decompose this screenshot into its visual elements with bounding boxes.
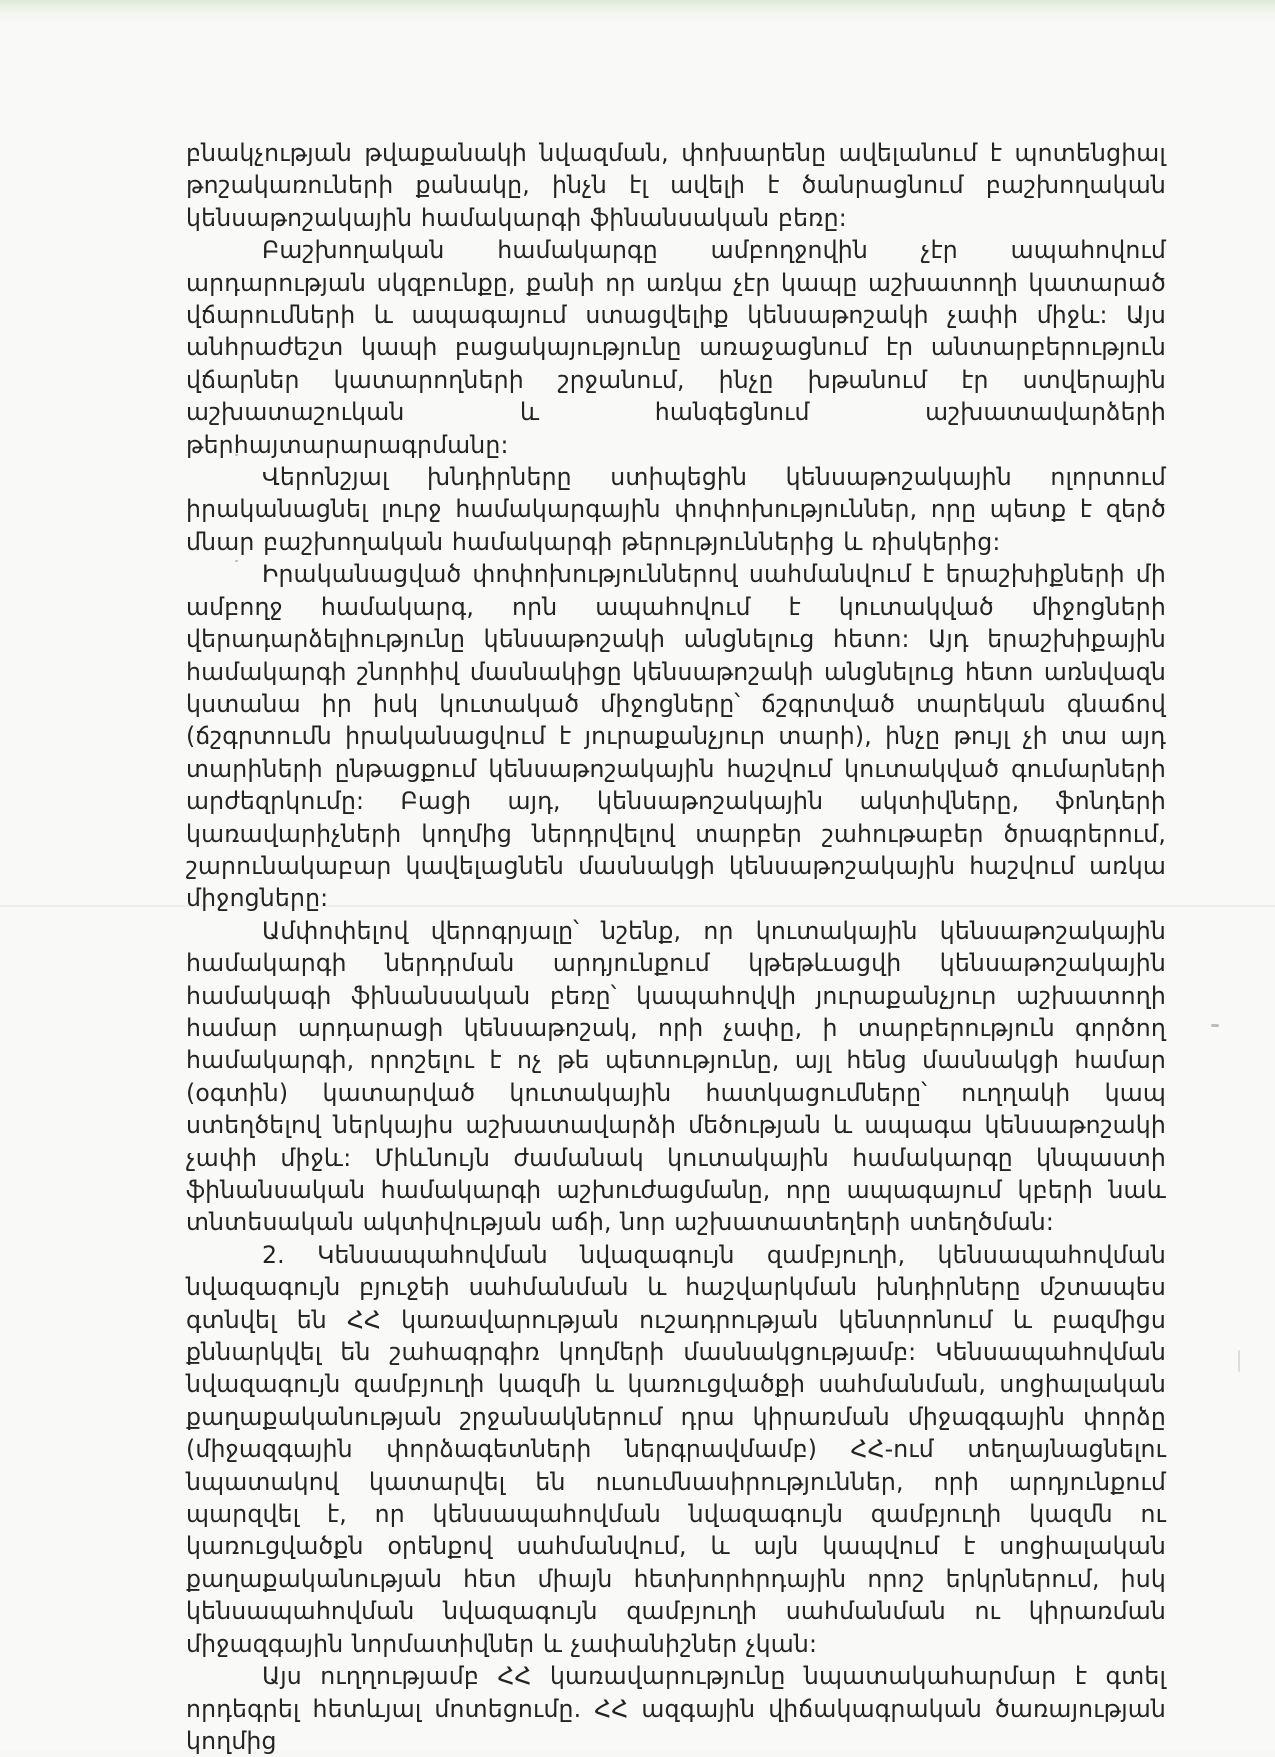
paragraph: Ամփոփելով վերոգրյալը՝ նշենք, որ կուտակային կենսաթոշակային համակարգի ներդրման արդյունքում կթեթևացվի կենսաթոշակային համակագի ֆինանսական բեռը՝ կապահովվի յուրաքանչյուր աշխատողի համար արդարացի կենսաթոշակ, որի չափը, ի տարբերություն գործող համակարգի, որոշելու է ոչ թե պետությունը, այլ հենց մասնակցի համար (օգտին) կատարված կուտակային հատկացումները՝ ուղղակի կապ ստեղծելով ներկայիս աշխատավարձի մեծության և ապագա կենսաթոշակի չափի միջև: Միևնույն ժամանակ կուտակային համակարգը կնպաստի ֆինանսական համակարգի աշխուժացմանը, որը ապագայում կբերի նաև տնտեսական ակտիվության աճի, նոր աշխատատեղերի ստեղծման: [186,916,1166,1237]
paragraph: Իրականացված փոփոխություններով սահմանվում է երաշխիքների մի ամբողջ համակարգ, որն ապահովում է կուտակված միջոցների վերադարձելիությունը կենսաթոշակի անցնելուց հետո: Այդ երաշխիքային համակարգի շնորհիվ մասնակիցը կենսաթոշակի անցնելուց հետո առնվազն կստանա իր իսկ կուտակած միջոցները՝ ճշգրտված տարեկան գնաճով (ճշգրտումն իրականացվում է յուրաքանչյուր տարի), ինչը թույլ չի տա այդ տարիների ընթացքում կենսաթոշակային հաշվում կուտակված գումարների արժեզրկումը: Բացի այդ, կենսաթոշակային ակտիվները, ֆոնդերի կառավարիչների կողմից ներդրվելով տարբեր շահութաբեր ծրագրերում, շարունակաբար կավելացնեն մասնակցի կենսաթոշակային հաշվում առկա միջոցները: [186,560,1166,913]
document-body [186,137,1166,1757]
paragraph: Բաշխողական համակարգը ամբողջովին չէր ապահովում արդարության սկզբունքը, քանի որ առկա չէր կապը աշխատողի կատարած վճարումների և ապագայում ստացվելիք կենսաթոշակի չափի միջև: Այս անհրաժեշտ կապի բացակայությունը առաջացնում էր անտարբերություն վճարներ կատարողների շրջանում, ինչը խթանում էր ստվերային աշխատաշուկան և հանգեցնում աշխատավարձերի թերհայտարարագրմանը: [186,236,1166,459]
scan-speck [1211,1024,1219,1027]
paragraph: Վերոնշյալ խնդիրները ստիպեցին կենսաթոշակային ոլորտում իրականացնել լուրջ համակարգային փոփոխություններ, որը պետք է զերծ մնար բաշխողական համակարգի թերություններից և ռիսկերից: [186,463,1166,556]
scan-speck [1238,1350,1240,1372]
paragraph: 2. Կենսապահովման նվազագույն զամբյուղի, կենսապահովման նվազագույն բյուջեի սահմանման և հաշվարկման խնդիրները մշտապես գտնվել են ՀՀ կառավարության ուշադրության կենտրոնում և բազմիցս քննարկվել են շահագրգիռ կողմերի մասնակցությամբ: Կենսապահովման նվազագույն զամբյուղի կազմի և կառուցվածքի սահմանման, սոցիալական քաղաքականության շրջանակներում դրա կիրառման միջազգային փորձը (միջազգային փորձագետների ներգրավմամբ) ՀՀ-ում տեղայնացնելու նպատակով կատարվել են ուսումնասիրություններ, որի արդյունքում պարզվել է, որ կենսապահովման նվազագույն զամբյուղի կազմն ու կառուցվածքն օրենքով սահմանվում, և այն կապվում է սոցիալական քաղաքականության հետ միայն հետխորհրդային որոշ երկրներում, իսկ կենսապահովման նվազագույն զամբյուղի սահմանման ու կիրառման միջազգային նորմատիվներ և չափանիշներ չկան: [186,1240,1166,1658]
paragraph: Այս ուղղությամբ ՀՀ կառավարությունը նպատակահարմար է գտել որդեգրել հետևյալ մոտեցումը. ՀՀ ազգային վիճակագրական ծառայության կողմից [186,1662,1166,1755]
paragraph: բնակչության թվաքանակի նվազման, փոխարենը ավելանում է պոտենցիալ թոշակառուների քանակը, ինչն էլ ավելի է ծանրացնում բաշխողական կենսաթոշակային համակարգի ֆինանսական բեռը: [186,139,1166,232]
scan-top-edge [0,0,1275,22]
